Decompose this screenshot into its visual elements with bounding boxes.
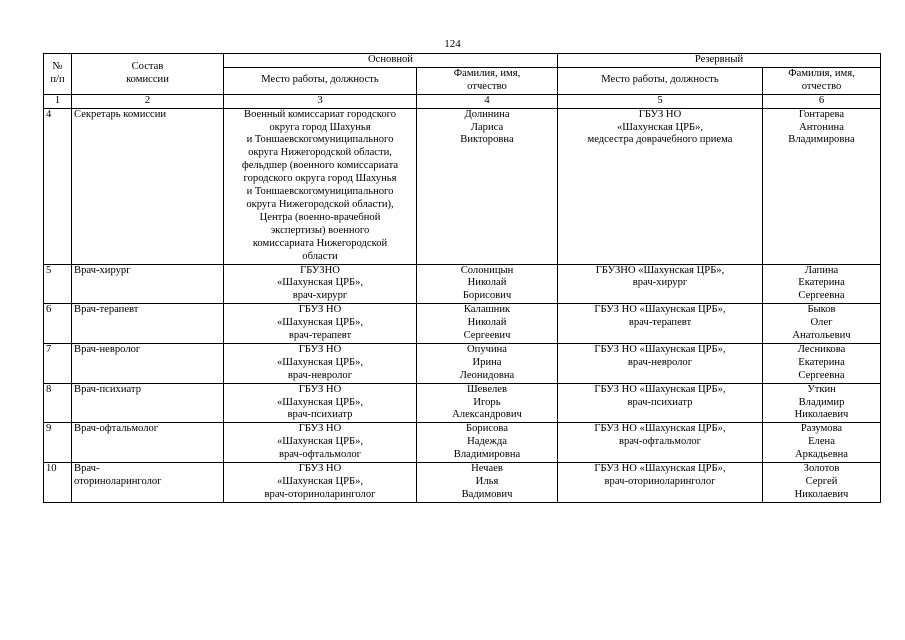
table-row [44,423,881,463]
row-reserve-work: ГБУЗ НО «Шахунская ЦРБ», врач-оториноларинголог [558,463,763,503]
table-row [44,383,881,423]
row-reserve-work: ГБУЗ НО «Шахунская ЦРБ», врач-терапевт [558,304,763,344]
column-number: 4 [417,94,558,108]
row-reserve-work: ГБУЗ НО «Шахунская ЦРБ», медсестра доврачебного приема [558,108,763,264]
row-number: 7 [44,343,72,383]
row-reserve-work: ГБУЗ НО «Шахунская ЦРБ», врач-невролог [558,343,763,383]
row-reserve-name: Уткин Владимир Николаевич [763,383,881,423]
header-composition: Состав комиссии [72,54,224,95]
row-number: 5 [44,264,72,304]
row-main-work: ГБУЗ НО «Шахунская ЦРБ», врач-невролог [224,343,417,383]
commission-table [43,53,881,503]
table-row [44,304,881,344]
row-main-work: ГБУЗ НО «Шахунская ЦРБ», врач-оториноларинголог [224,463,417,503]
row-reserve-work: ГБУЗ НО «Шахунская ЦРБ», врач-психиатр [558,383,763,423]
row-main-name: Опучина Ирина Леонидовна [417,343,558,383]
row-main-work: ГБУЗ НО «Шахунская ЦРБ», врач-терапевт [224,304,417,344]
header-reserve-group: Резервный [558,54,881,68]
row-role: Врач-офтальмолог [72,423,224,463]
row-role: Врач-психиатр [72,383,224,423]
column-number: 6 [763,94,881,108]
row-reserve-name: Разумова Елена Аркадьевна [763,423,881,463]
header-reserve-name: Фамилия, имя, отчество [763,67,881,94]
header-row-groups [44,54,881,68]
row-main-name: Калашник Николай Сергеевич [417,304,558,344]
row-reserve-name: Золотов Сергей Николаевич [763,463,881,503]
row-main-name: Долинина Лариса Викторовна [417,108,558,264]
row-number: 9 [44,423,72,463]
table-header [44,54,881,109]
row-number: 10 [44,463,72,503]
header-main-name: Фамилия, имя, отчество [417,67,558,94]
table-row [44,343,881,383]
row-main-name: Борисова Надежда Владимировна [417,423,558,463]
row-main-name: Нечаев Илья Вадимович [417,463,558,503]
table-body [44,108,881,502]
row-role: Врач-терапевт [72,304,224,344]
header-reserve-work: Место работы, должность [558,67,763,94]
row-role: Врач-невролог [72,343,224,383]
column-number: 2 [72,94,224,108]
header-main-group: Основной [224,54,558,68]
row-main-name: Солоницын Николай Борисович [417,264,558,304]
page-number: 124 [444,38,461,50]
row-reserve-name: Гонтарева Антонина Владимировна [763,108,881,264]
row-number: 6 [44,304,72,344]
row-main-work: ГБУЗ НО «Шахунская ЦРБ», врач-офтальмолог [224,423,417,463]
column-number-row [44,94,881,108]
row-main-work: ГБУЗ НО «Шахунская ЦРБ», врач-психиатр [224,383,417,423]
column-number: 3 [224,94,417,108]
row-reserve-work: ГБУЗ НО «Шахунская ЦРБ», врач-офтальмолог [558,423,763,463]
row-role: Врач- оториноларинголог [72,463,224,503]
column-number: 5 [558,94,763,108]
header-number: № п/п [44,54,72,95]
table-row [44,463,881,503]
row-number: 4 [44,108,72,264]
row-reserve-work: ГБУЗНО «Шахунская ЦРБ», врач-хирург [558,264,763,304]
row-reserve-name: Быков Олег Анатольевич [763,304,881,344]
row-role: Секретарь комиссии [72,108,224,264]
table-row [44,264,881,304]
row-role: Врач-хирург [72,264,224,304]
table-row [44,108,881,264]
row-reserve-name: Лесникова Екатерина Сергеевна [763,343,881,383]
column-number: 1 [44,94,72,108]
row-main-work: Военный комиссариат городского округа город Шахунья и Тоншаевскогомуниципального округа Нижегородской области, фельдшер (военного комиссариата городского округа город Шахунья и Тоншаевскогомуниципального округа Нижегородской области), Центра (военно-врачебной экспертизы) военного комиссариата Нижегородской области [224,108,417,264]
row-reserve-name: Лапина Екатерина Сергеевна [763,264,881,304]
row-main-name: Шевелев Игорь Александрович [417,383,558,423]
row-main-work: ГБУЗНО «Шахунская ЦРБ», врач-хирург [224,264,417,304]
header-main-work: Место работы, должность [224,67,417,94]
row-number: 8 [44,383,72,423]
